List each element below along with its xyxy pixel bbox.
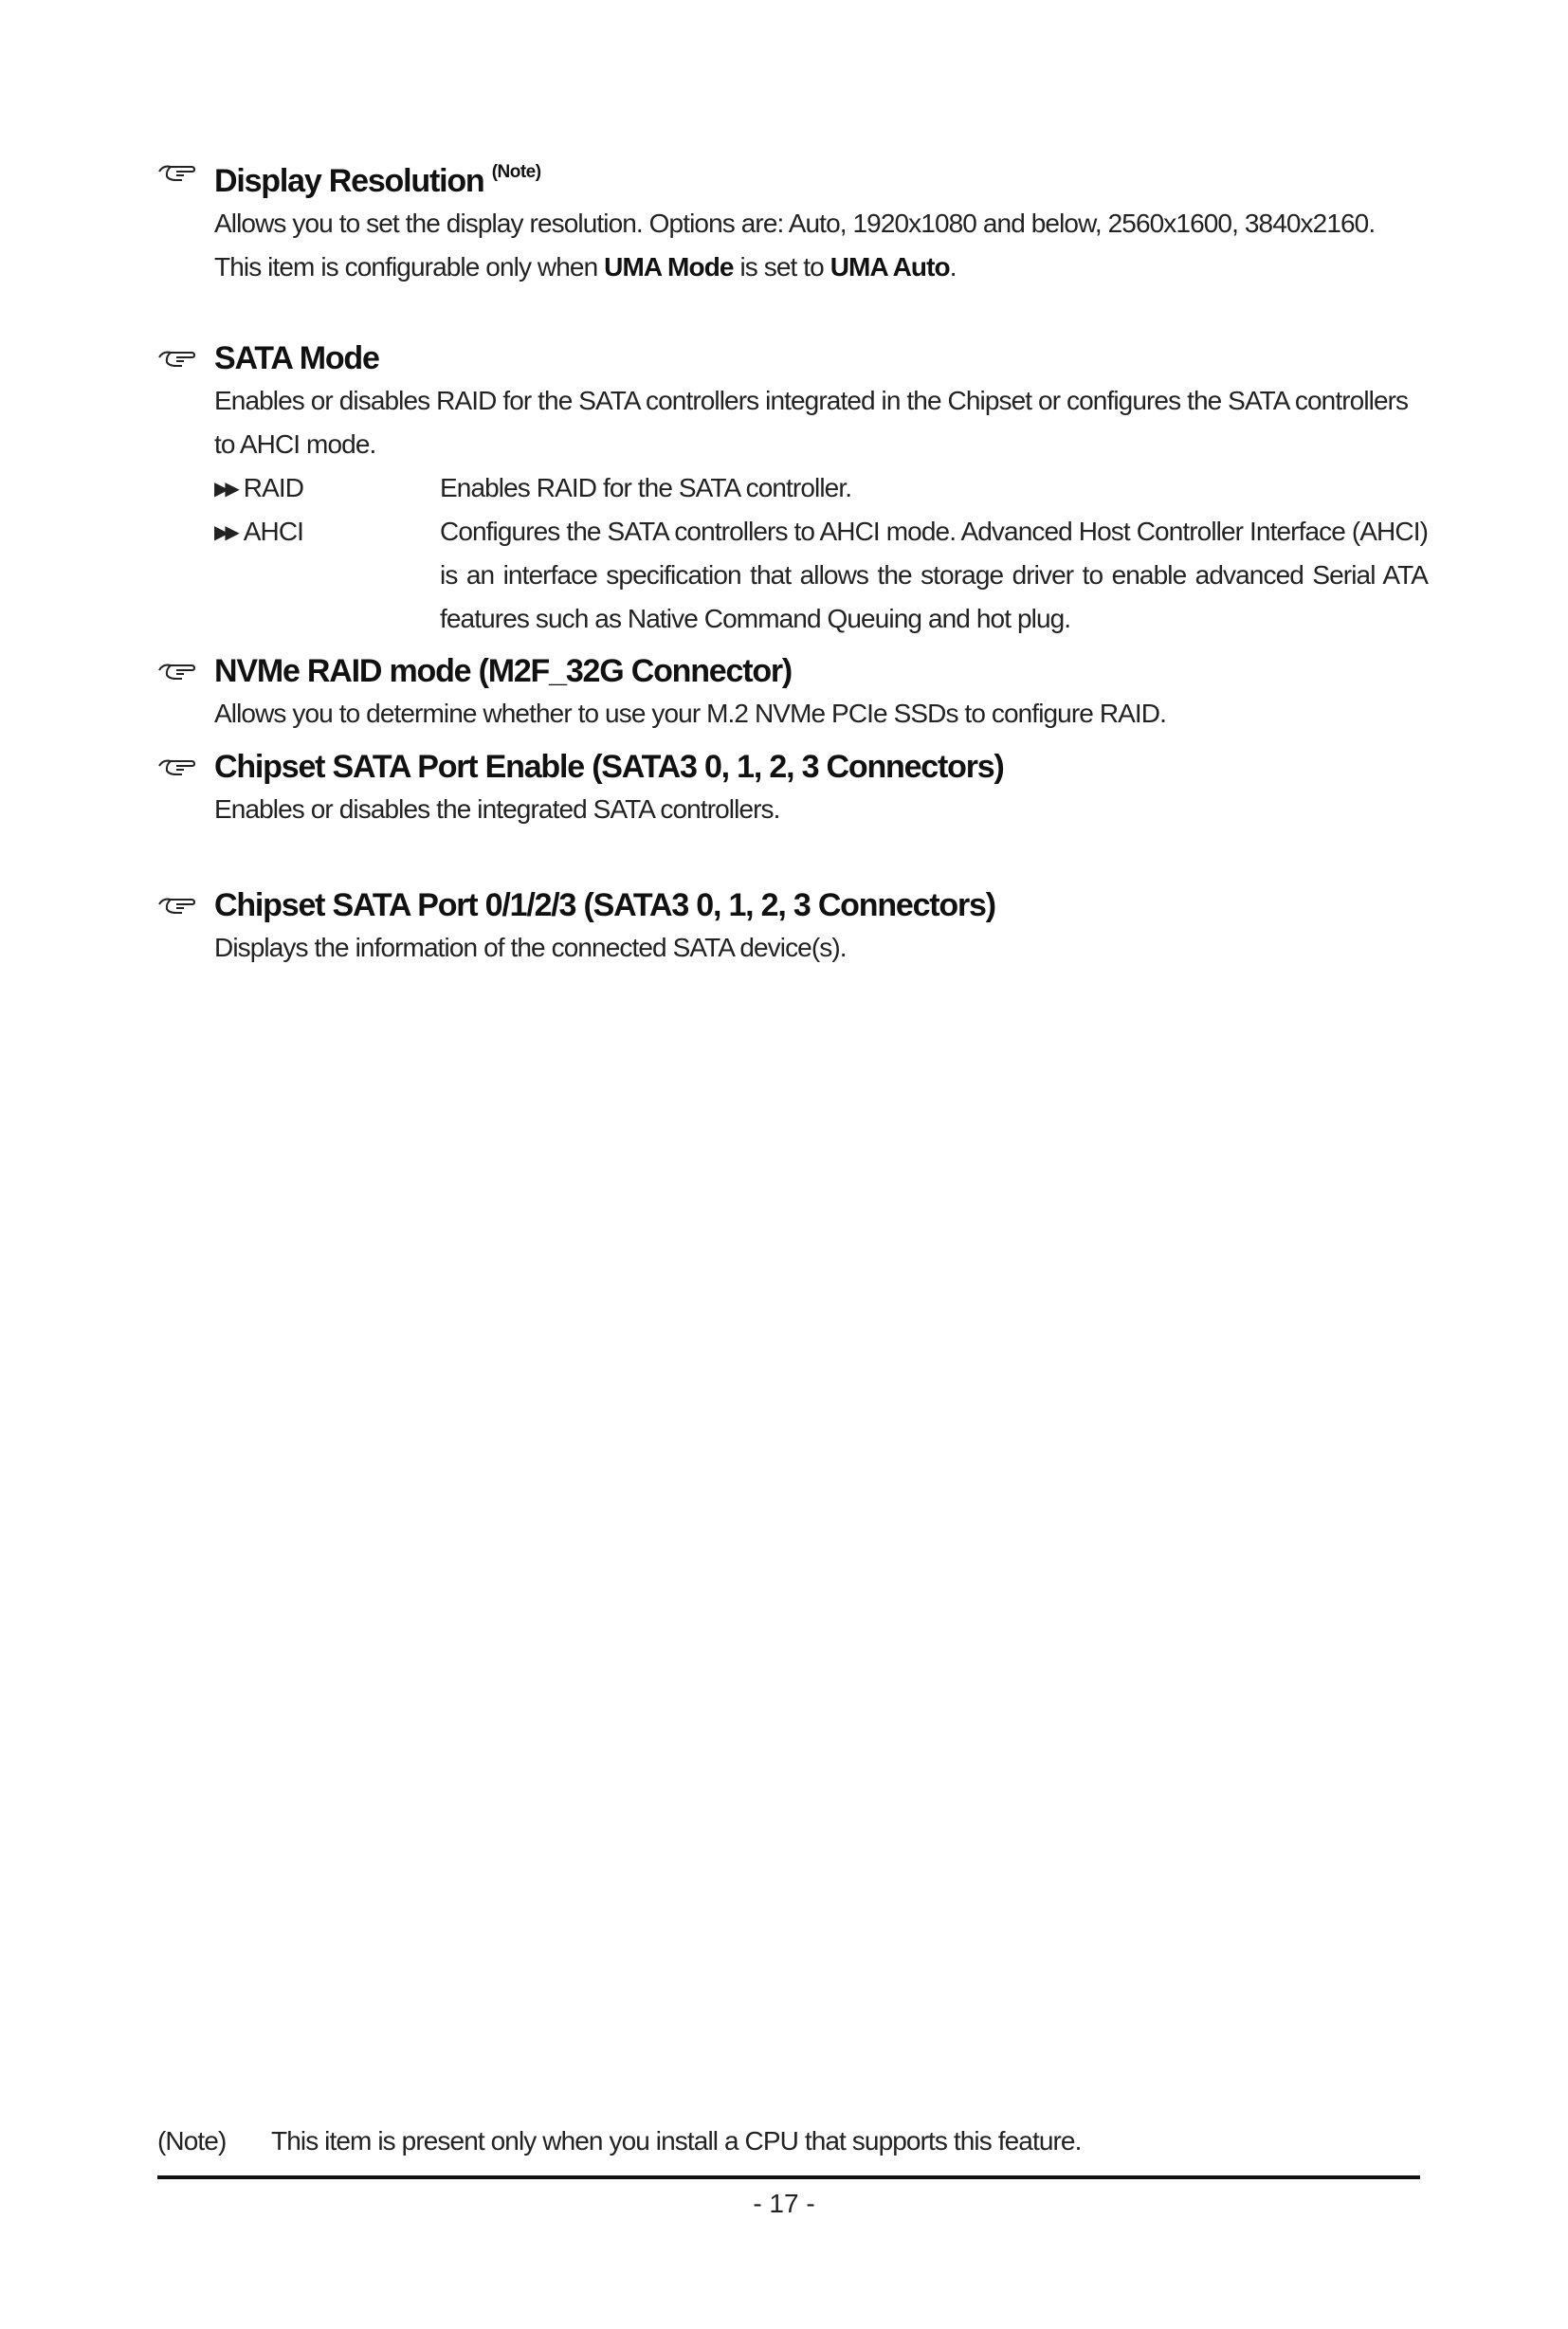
note-marker: (Note) [491,162,541,182]
page-number: - 17 - [753,2189,815,2218]
footnote [157,2120,1428,2163]
section-heading [157,152,1428,202]
section-display-resolution [157,152,1428,289]
option-desc: Enables RAID for the SATA controller. [440,473,852,502]
pointing-hand-icon [157,347,195,368]
text-run: This item is configurable only when [214,252,605,282]
bold-term: UMA Auto [830,252,950,282]
heading-text: NVMe RAID mode (M2F_32G Connector) [214,653,793,689]
description-line: Allows you to set the display resolution. Options are: Auto, 1920x1080 and below, 2560x1600, 3840x2160. [214,209,1376,238]
footer-divider [157,2175,1420,2179]
pointing-hand-icon [157,660,195,681]
section-description: Enables or disables the integrated SATA controllers. [214,794,780,824]
section-sata-mode [157,337,1428,641]
pointing-hand-icon [157,755,195,776]
option-name [214,466,432,513]
option-label: RAID [243,473,304,502]
description-line [214,246,1428,289]
heading-text: SATA Mode [214,340,379,376]
section-description [157,202,1428,289]
section-heading [157,337,1428,379]
option-label: AHCI [243,517,304,546]
section-chipset-sata-enable [157,746,1428,831]
bold-term: UMA Mode [604,252,734,282]
section-chipset-sata-port [157,884,1428,970]
option-desc: Configures the SATA controllers to AHCI mode. Advanced Host Controller Interface (AHCI) is an interface specification that allows the storage driver to enable advanced Serial ATA features such as Native Command Queuing and hot plug. [440,517,1428,633]
text-run: is set to [733,252,830,282]
section-heading [157,884,1428,926]
double-arrow-icon: ▶▶ [214,479,236,500]
section-heading [157,650,1428,692]
double-arrow-icon: ▶▶ [214,522,236,543]
pointing-hand-icon [157,894,195,915]
heading-text: Chipset SATA Port 0/1/2/3 (SATA3 0, 1, 2, 3 Connectors) [214,887,995,923]
section-description: Displays the information of the connected SATA device(s). [214,933,847,962]
option-row [157,466,1428,510]
text-run: . [949,252,957,282]
section-description: Allows you to determine whether to use your M.2 NVMe PCIe SSDs to configure RAID. [214,699,1167,728]
heading-text: Chipset SATA Port Enable (SATA3 0, 1, 2, 3 Connectors) [214,749,1004,785]
option-name [214,510,432,556]
section-description: Enables or disables RAID for the SATA controllers integrated in the Chipset or configures the SATA controllers to AHCI mode. [214,386,1409,459]
section-heading [157,746,1428,788]
heading-text: Display Resolution [214,163,484,199]
pointing-hand-icon [157,161,195,182]
section-nvme-raid [157,650,1428,736]
footnote-label: (Note) [157,2126,227,2156]
footnote-text: This item is present only when you install a CPU that supports this feature. [271,2126,1082,2156]
option-row [157,510,1428,641]
